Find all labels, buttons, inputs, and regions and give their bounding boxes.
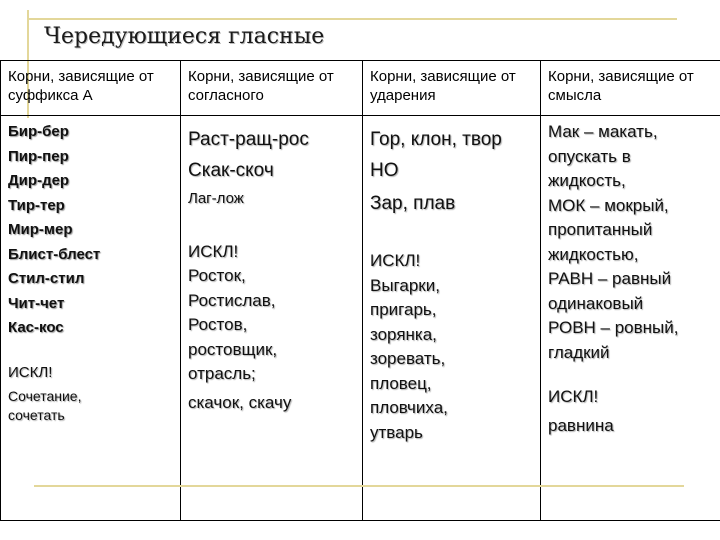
rules-table	[0, 60, 720, 521]
exception-item: ростовщик,	[188, 339, 278, 359]
meaning-line: Мак – макать,	[548, 122, 658, 141]
root-large: Скак-скоч	[188, 160, 274, 181]
exception-label: ИСКЛ!	[370, 251, 421, 270]
meaning-line: жидкостью,	[548, 244, 639, 264]
meaning-line: РАВН – равный	[548, 269, 672, 288]
header-cell-stress	[363, 61, 541, 116]
root-large: Зар, плав	[370, 193, 456, 214]
header-cell-consonant	[181, 61, 363, 116]
exception-label: ИСКЛ!	[548, 387, 599, 406]
root-pair: Бир-бер	[8, 123, 69, 140]
exception-item: Росток,	[188, 266, 246, 285]
root-pair: Мир-мер	[8, 221, 73, 238]
exception-label: ИСКЛ!	[188, 241, 239, 261]
root-large: Гор, клон, твор	[370, 129, 502, 150]
header-consonant: Корни, зависящие от согласного	[188, 68, 334, 104]
decor-bottom-line	[34, 485, 684, 487]
cell-stress	[363, 116, 541, 521]
meaning-line: МОК – мокрый,	[548, 195, 669, 215]
root-pair: Кас-кос	[8, 319, 64, 336]
root-pair: Стил-стил	[8, 270, 85, 287]
slide-title: Чередующиеся гласные	[44, 24, 325, 49]
exception-label: ИСКЛ!	[8, 363, 53, 381]
exception-item: Выгарки,	[370, 275, 440, 295]
cell-suffix	[1, 116, 181, 521]
exception-item: Ростислав,	[188, 290, 276, 310]
root-pair: Блист-блест	[8, 245, 101, 263]
root-pair: Тир-тер	[8, 196, 65, 214]
root-large: НО	[370, 160, 399, 181]
decor-top-line	[27, 18, 677, 20]
meaning-line: жидкость,	[548, 171, 626, 190]
exception-item: пловец,	[370, 373, 432, 393]
exception-item: пригарь,	[370, 300, 437, 319]
exception-item: пловчиха,	[370, 398, 448, 417]
exception-item: утварь	[370, 422, 423, 442]
header-cell-suffix	[1, 61, 181, 116]
meaning-line: РОВН – ровный,	[548, 318, 679, 337]
exception-text: Сочетание, сочетать	[8, 388, 82, 423]
cell-consonant	[181, 116, 363, 521]
root-small: Лаг-лож	[188, 190, 244, 207]
header-suffix: Корни, зависящие от суффикса А	[8, 68, 154, 104]
exception-item: скачок, скачу	[188, 392, 292, 412]
root-large: Раст-ращ-рос	[188, 129, 309, 150]
exception-item: отрасль;	[188, 364, 256, 383]
exception-item: зорянка,	[370, 324, 437, 344]
exception-item: зоревать,	[370, 349, 446, 368]
exception-item: Ростов,	[188, 315, 248, 334]
header-stress: Корни, зависящие от ударения	[370, 68, 516, 104]
meaning-line: опускать в	[548, 146, 631, 166]
header-cell-meaning	[541, 61, 720, 116]
cell-meaning	[541, 116, 720, 521]
header-meaning: Корни, зависящие от смысла	[548, 68, 694, 104]
meaning-line: гладкий	[548, 342, 610, 362]
meaning-line: одинаковый	[548, 293, 644, 313]
root-pair: Чит-чет	[8, 294, 65, 312]
root-pair: Пир-пер	[8, 147, 69, 165]
exception-text: равнина	[548, 415, 614, 435]
root-pair: Дир-дер	[8, 172, 70, 189]
content-row	[1, 116, 720, 521]
meaning-line: пропитанный	[548, 220, 653, 239]
header-row	[1, 61, 720, 116]
